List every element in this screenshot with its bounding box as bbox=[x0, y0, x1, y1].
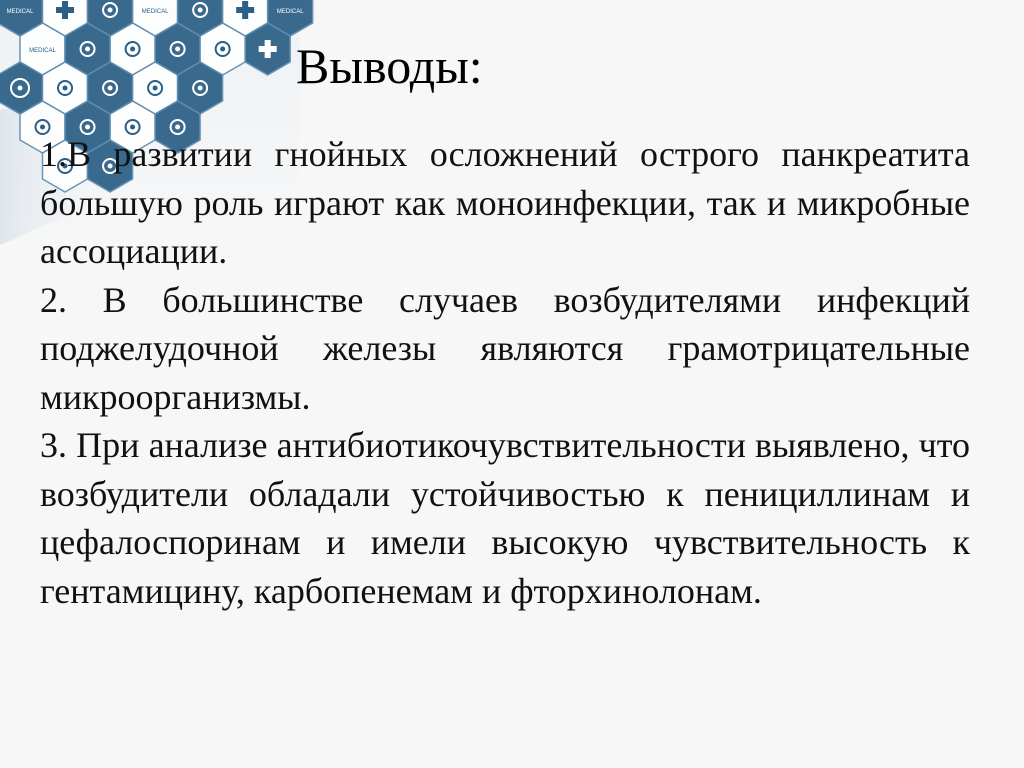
bottle-icon-center bbox=[130, 125, 135, 130]
conclusion-1: 1.В развитии гнойных осложнений острого панкреатита большую роль играют как моноинфекции, так и микробные ассоциации. bbox=[40, 134, 970, 271]
medical-tile-label: MEDICAL bbox=[29, 48, 56, 54]
slide-title: Выводы: bbox=[296, 38, 483, 94]
medical-tile-label: MEDICAL bbox=[141, 9, 169, 15]
person-icon-center bbox=[108, 8, 113, 13]
medical-tile-label: MEDICAL bbox=[6, 9, 34, 15]
dna-icon-center bbox=[40, 125, 45, 130]
syringe-icon-center bbox=[153, 86, 158, 91]
medical-tile-label: MEDICAL bbox=[276, 9, 304, 15]
bag-icon-center bbox=[198, 8, 203, 13]
cells-icon-center bbox=[108, 86, 113, 91]
conclusion-2: 2. В большинстве случаев возбудителями инфекций поджелудочной железы являются грамотрицательные микроорганизмы. bbox=[40, 279, 970, 417]
drops-icon-center bbox=[175, 47, 180, 52]
eye-icon-center bbox=[18, 86, 23, 91]
tube-icon-center bbox=[198, 86, 203, 91]
pill-icon-center bbox=[175, 125, 180, 130]
heart-icon-center bbox=[130, 47, 135, 52]
conclusions-text bbox=[40, 130, 970, 615]
conclusion-3: 3. При анализе антибиотикочувствительности выявлено, что возбудители обладали устойчивостью к пенициллинам и цефалоспоринам и имели высокую чувствительность к гентамицину, карбопенемам и фторхинолонам. bbox=[40, 425, 970, 611]
lab-icon-center bbox=[63, 86, 68, 91]
pill-icon-center bbox=[220, 47, 225, 52]
clipboard-icon-center bbox=[85, 47, 90, 52]
molecule-icon-center bbox=[85, 125, 90, 130]
